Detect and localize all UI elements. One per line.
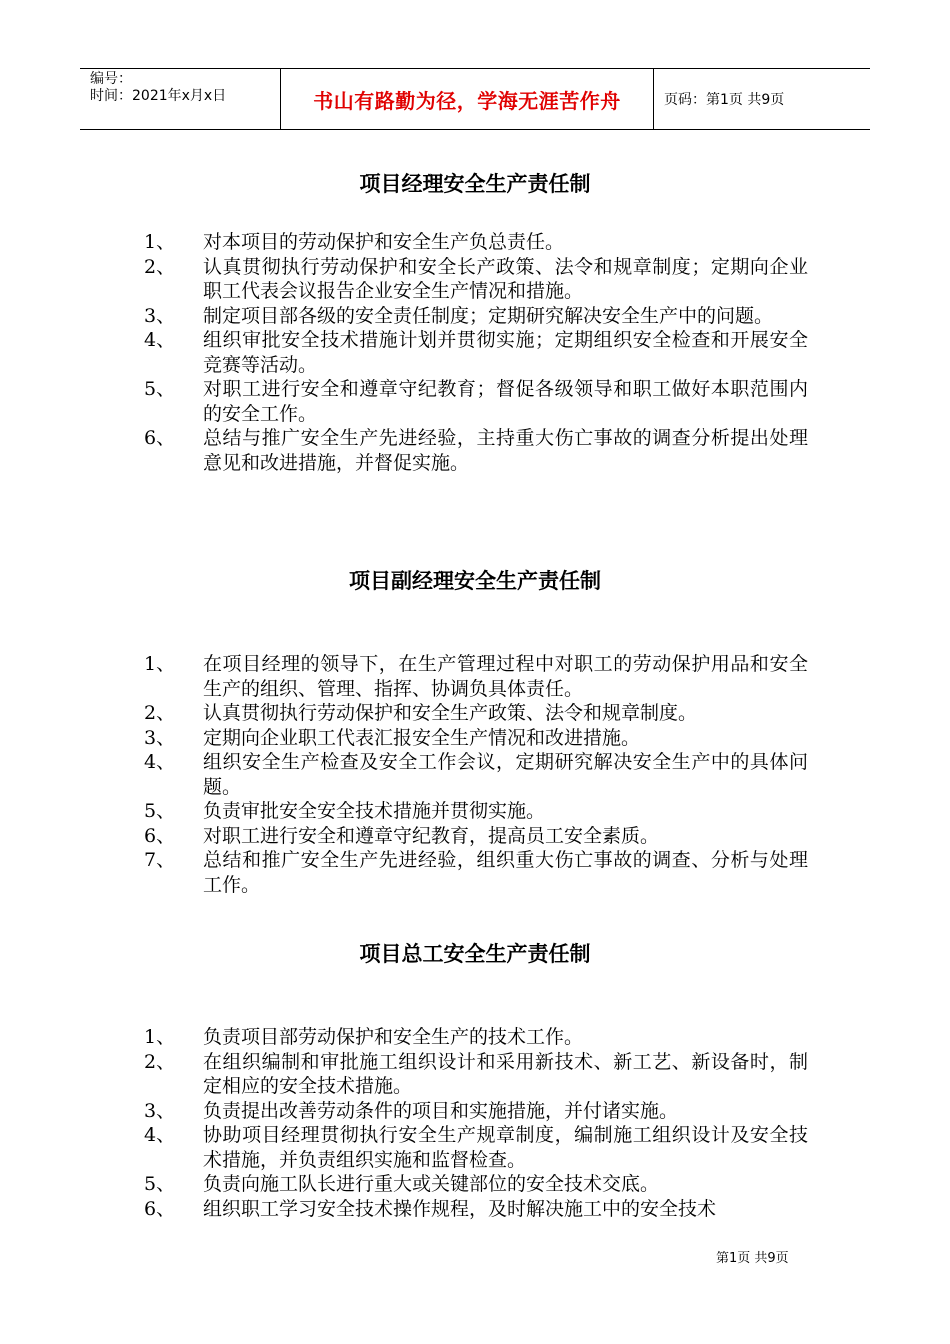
- item-text: 制定项目部各级的安全责任制度；定期研究解决安全生产中的问题。: [203, 304, 774, 327]
- list-item: [0, 1050, 808, 1099]
- list-item: [0, 824, 808, 849]
- item-text: 定期向企业职工代表汇报安全生产情况和改进措施。: [203, 726, 641, 749]
- item-number: 6、: [144, 824, 176, 847]
- list-item: [0, 328, 808, 377]
- item-number: 1、: [144, 231, 176, 253]
- responsibility-list: [0, 230, 808, 475]
- list-item: [0, 750, 808, 799]
- item-number: 5、: [144, 1173, 176, 1195]
- item-number: 3、: [144, 726, 176, 749]
- item-text: 协助项目经理贯彻执行安全生产规章制度，编制施工组织设计及安全技术措施，并负责组织实施和监督检查。: [203, 1124, 808, 1171]
- item-text: 对职工进行安全和遵章守纪教育；督促各级领导和职工做好本职范围内的安全工作。: [203, 378, 808, 425]
- item-number: 3、: [144, 304, 176, 327]
- page-footer: 第1页 共9页: [716, 1251, 789, 1266]
- item-number: 6、: [144, 1197, 176, 1220]
- item-number: 3、: [144, 1099, 176, 1122]
- item-text: 负责项目部劳动保护和安全生产的技术工作。: [203, 1026, 584, 1048]
- item-number: 4、: [144, 329, 176, 351]
- list-item: [0, 1025, 808, 1050]
- item-text: 认真贯彻执行劳动保护和安全生产政策、法令和规章制度。: [203, 702, 698, 724]
- item-text: 认真贯彻执行劳动保护和安全长产政策、法令和规章制度；定期向企业职工代表会议报告企业安全生产情况和措施。: [203, 255, 808, 302]
- list-item: [0, 230, 808, 255]
- item-text: 负责向施工队长进行重大或关键部位的安全技术交底。: [203, 1173, 660, 1195]
- item-number: 4、: [144, 1124, 176, 1146]
- item-number: 1、: [144, 653, 176, 675]
- item-text: 负责提出改善劳动条件的项目和实施措施，并付诸实施。: [203, 1099, 679, 1122]
- list-item: [0, 848, 808, 897]
- item-text: 在组织编制和审批施工组织设计和采用新技术、新工艺、新设备时，制定相应的安全技术措施。: [203, 1050, 808, 1097]
- item-number: 5、: [144, 378, 176, 400]
- list-item: [0, 377, 808, 426]
- header-motto-cell: [280, 69, 654, 129]
- item-number: 6、: [144, 427, 176, 449]
- responsibility-list: [0, 1025, 808, 1221]
- responsibility-list: [0, 652, 808, 897]
- item-number: 4、: [144, 751, 176, 773]
- document-date: 时间：2021年x月x日: [90, 88, 227, 104]
- list-item: [0, 1123, 808, 1172]
- list-item: [0, 1172, 808, 1197]
- header-meta: [80, 69, 280, 129]
- list-item: [0, 701, 808, 726]
- document-number-label: 编号：: [90, 71, 132, 87]
- item-number: 2、: [144, 1050, 176, 1073]
- section-title: 项目副经理安全生产责任制: [349, 569, 601, 593]
- item-number: 1、: [144, 1026, 176, 1048]
- item-text: 组织审批安全技术措施计划并贯彻实施；定期组织安全检查和开展安全竞赛等活动。: [203, 329, 808, 376]
- page-header: [80, 68, 870, 130]
- item-text: 对职工进行安全和遵章守纪教育，提高员工安全素质。: [203, 824, 660, 847]
- item-text: 组织安全生产检查及安全工作会议，定期研究解决安全生产中的具体问题。: [203, 751, 808, 798]
- section-title: 项目经理安全生产责任制: [359, 172, 591, 196]
- item-text: 总结与推广安全生产先进经验，主持重大伤亡事故的调查分析提出处理意见和改进措施，并督促实施。: [203, 427, 808, 474]
- item-number: 2、: [144, 702, 176, 724]
- item-number: 5、: [144, 800, 176, 822]
- list-item: [0, 1099, 808, 1124]
- list-item: [0, 1197, 808, 1222]
- item-number: 7、: [144, 849, 176, 871]
- item-text: 总结和推广安全生产先进经验，组织重大伤亡事故的调查、分析与处理工作。: [203, 849, 808, 896]
- list-item: [0, 255, 808, 304]
- item-text: 在项目经理的领导下，在生产管理过程中对职工的劳动保护用品和安全生产的组织、管理、指挥、协调负具体责任。: [203, 653, 808, 700]
- item-text: 负责审批安全安全技术措施并贯彻实施。: [203, 800, 546, 822]
- header-page-number: 页码：第1页 共9页: [664, 92, 785, 108]
- item-text: 组织职工学习安全技术操作规程，及时解决施工中的安全技术: [203, 1197, 717, 1220]
- section-title: 项目总工安全生产责任制: [359, 942, 591, 966]
- header-motto: 书山有路勤为径，学海无涯苦作舟: [313, 88, 621, 113]
- list-item: [0, 304, 808, 329]
- list-item: [0, 652, 808, 701]
- list-item: [0, 799, 808, 824]
- list-item: [0, 726, 808, 751]
- item-number: 2、: [144, 255, 176, 278]
- item-text: 对本项目的劳动保护和安全生产负总责任。: [203, 231, 565, 253]
- list-item: [0, 426, 808, 475]
